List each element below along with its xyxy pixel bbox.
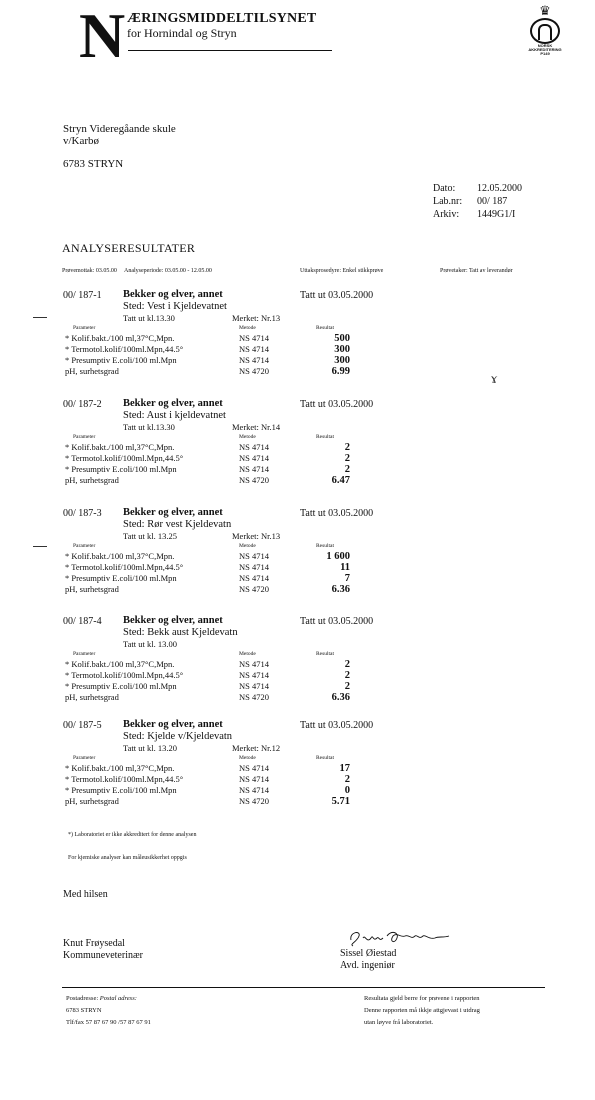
recipient-name: Stryn Videregåande skule [63,123,176,135]
result-row [0,453,595,463]
sample-marked: Merket: Nr.13 [232,313,281,323]
result-value: 17 [339,763,350,774]
letterhead-rule [128,50,332,51]
result-parameter: * Kolif.bakt./100 ml,37°C,Mpn. [65,442,175,452]
result-method: NS 4714 [239,785,269,795]
sample-id: 00/ 187-3 [63,508,102,519]
result-parameter: * Presumptiv E.coli/100 ml.Mpn [65,785,177,795]
result-method: NS 4714 [239,573,269,583]
header-method: Metode [239,755,256,761]
margin-mark [33,546,47,547]
sample-id: 00/ 187-4 [63,616,102,627]
result-value: 0 [344,785,350,796]
header-parameter: Parameter [73,543,96,549]
accreditation-seal-icon [530,18,560,44]
sample-marked: Merket: Nr.13 [232,531,281,541]
result-method: NS 4720 [239,692,269,702]
sample-name: Bekker og elver, annet [123,507,223,518]
sample-block [0,290,595,400]
header-method: Metode [239,651,256,657]
result-method: NS 4714 [239,453,269,463]
result-row [0,475,595,485]
result-row [0,442,595,452]
result-parameter: * Termotol.kolif/100ml.Mpn,44.5° [65,453,184,463]
result-value: 6.36 [331,692,350,703]
sample-location: Sted: Kjelde v/Kjeldevatn [123,731,233,742]
result-method: NS 4720 [239,475,269,485]
result-row [0,464,595,474]
footer-phone: Tlf/fax 57 87 67 90 /57 87 67 91 [66,1019,151,1026]
result-method: NS 4714 [239,344,269,354]
result-method: NS 4720 [239,366,269,376]
sample-taken-time: Tatt ut kl.13.30 [123,422,175,432]
header-method: Metode [239,434,256,440]
accreditation-line3: P149 [540,51,550,56]
result-method: NS 4714 [239,551,269,561]
result-row [0,659,595,669]
info-analyseperiode: Analyseperiode: 03.05.00 - 12.05.00 [124,268,212,274]
footer-postaddr [66,994,137,1004]
result-parameter: * Presumptiv E.coli/100 ml.Mpn [65,355,177,365]
organization-subtitle: for Hornindal og Stryn [127,26,237,40]
recipient-attention: v/Karbø [63,135,100,147]
result-row [0,573,595,583]
accreditation-logo [525,5,565,56]
result-method: NS 4714 [239,659,269,669]
result-parameter: * Kolif.bakt./100 ml,37°C,Mpn. [65,333,175,343]
header-result: Resultat [316,325,335,331]
sample-taken-date: Tatt ut 03.05.2000 [300,508,374,519]
result-method: NS 4720 [239,796,269,806]
result-method: NS 4714 [239,355,269,365]
result-value: 1 600 [326,551,350,562]
sample-location: Sted: Vest i Kjeldevatnet [123,301,227,312]
pen-mark-icon: ɤ [491,372,498,387]
result-parameter: * Presumptiv E.coli/100 ml.Mpn [65,681,177,691]
meta-archive-label: Arkiv: [433,209,460,220]
result-method: NS 4714 [239,333,269,343]
result-method: NS 4714 [239,562,269,572]
accreditation-line1: NORSK [537,43,553,48]
info-provetaker: Prøvetaker: Tatt av leverandør [440,268,513,274]
signatory-right-title: Avd. ingeniør [340,960,395,971]
result-row [0,681,595,691]
result-value: 6.99 [331,366,350,377]
sample-marked: Merket: Nr.14 [232,422,281,432]
meta-date-value: 12.05.2000 [477,183,522,194]
result-method: NS 4714 [239,763,269,773]
result-parameter: pH, surhetsgrad [65,584,119,594]
sample-name: Bekker og elver, annet [123,615,223,626]
result-value: 2 [344,659,350,670]
footer-rule [62,987,545,988]
result-row [0,670,595,680]
signatory-left-title: Kommuneveterinær [63,950,143,961]
result-method: NS 4714 [239,442,269,452]
note-accreditation: *) Laboratoriet er ikke akkreditert for denne analysen [68,832,197,838]
result-parameter: * Kolif.bakt./100 ml,37°C,Mpn. [65,551,175,561]
meta-labnr-label: Lab.nr: [433,196,463,207]
handwritten-signature [347,926,457,950]
footer-disclaimer-3: utan løyve frå laboratoriet. [364,1019,434,1026]
note-uncertainty: For kjemiske analyser kan måleusikkerhet oppgis [68,855,187,861]
result-row [0,551,595,561]
result-row [0,584,595,594]
sample-id: 00/ 187-5 [63,720,102,731]
sample-taken-date: Tatt ut 03.05.2000 [300,720,374,731]
result-parameter: * Presumptiv E.coli/100 ml.Mpn [65,573,177,583]
header-parameter: Parameter [73,755,96,761]
result-row [0,763,595,773]
margin-mark [33,317,47,318]
result-value: 7 [344,573,350,584]
report-title: ANALYSERESULTATER [62,241,196,255]
header-parameter: Parameter [73,651,96,657]
sample-taken-time: Tatt ut kl. 13.20 [123,743,177,753]
result-row [0,692,595,702]
meta-labnr-value: 00/ 187 [477,196,508,207]
result-row [0,796,595,806]
result-row [0,344,595,354]
result-value: 2 [344,453,350,464]
result-parameter: pH, surhetsgrad [65,796,119,806]
sample-taken-time: Tatt ut kl. 13.00 [123,639,177,649]
organization-name: ÆRINGSMIDDELTILSYNET [127,11,317,26]
sample-block [0,508,595,618]
result-value: 300 [334,355,350,366]
sample-name: Bekker og elver, annet [123,398,223,409]
footer-postaddr-label: Postadresse: [66,995,99,1002]
header-method: Metode [239,325,256,331]
sample-location: Sted: Rør vest Kjeldevatn [123,519,232,530]
result-parameter: * Presumptiv E.coli/100 ml.Mpn [65,464,177,474]
sample-taken-date: Tatt ut 03.05.2000 [300,616,374,627]
sample-location: Sted: Aust i kjeldevatnet [123,410,226,421]
sample-id: 00/ 187-2 [63,399,102,410]
result-parameter: * Termotol.kolif/100ml.Mpn,44.5° [65,344,184,354]
result-value: 6.36 [331,584,350,595]
sample-block [0,616,595,726]
result-value: 6.47 [331,475,350,486]
sample-taken-time: Tatt ut kl.13.30 [123,313,175,323]
result-value: 2 [344,681,350,692]
sample-block [0,720,595,830]
header-result: Resultat [316,651,335,657]
info-provemottak: Prøvemottak: 03.05.00 [62,268,117,274]
sample-name: Bekker og elver, annet [123,719,223,730]
result-row [0,333,595,343]
result-value: 2 [344,464,350,475]
result-parameter: * Kolif.bakt./100 ml,37°C,Mpn. [65,763,175,773]
result-row [0,366,595,376]
recipient-city: 6783 STRYN [63,158,124,170]
result-value: 11 [340,562,350,573]
result-value: 5.71 [331,796,350,807]
header-parameter: Parameter [73,434,96,440]
footer-disclaimer-1: Resultata gjeld berre for prøvene i rapporten [364,995,480,1002]
header-parameter: Parameter [73,325,96,331]
result-value: 500 [334,333,350,344]
result-method: NS 4714 [239,670,269,680]
result-row [0,774,595,784]
result-method: NS 4714 [239,681,269,691]
sample-location: Sted: Bekk aust Kjeldevatn [123,627,238,638]
result-value: 300 [334,344,350,355]
sample-marked: Merket: Nr.12 [232,743,281,753]
result-value: 2 [344,774,350,785]
result-parameter: pH, surhetsgrad [65,475,119,485]
sample-taken-time: Tatt ut kl. 13.25 [123,531,177,541]
result-parameter: * Termotol.kolif/100ml.Mpn,44.5° [65,670,184,680]
sample-block [0,399,595,509]
info-uttak: Uttaksprosedyre: Enkel stikkprøve [300,268,384,274]
result-parameter: pH, surhetsgrad [65,692,119,702]
result-parameter: * Termotol.kolif/100ml.Mpn,44.5° [65,562,184,572]
result-value: 2 [344,670,350,681]
header-result: Resultat [316,543,335,549]
accreditation-line2: AKKREDITERING [528,47,562,52]
result-parameter: * Termotol.kolif/100ml.Mpn,44.5° [65,774,184,784]
header-method: Metode [239,543,256,549]
sample-taken-date: Tatt ut 03.05.2000 [300,399,374,410]
closing: Med hilsen [63,889,108,900]
meta-archive-value: 1449G1/I [477,209,516,220]
crown-icon: ♛ [539,3,551,18]
header-result: Resultat [316,434,335,440]
result-method: NS 4714 [239,774,269,784]
meta-date-label: Dato: [433,183,456,194]
sample-id: 00/ 187-1 [63,290,102,301]
result-row [0,355,595,365]
result-value: 2 [344,442,350,453]
signatory-right-name: Sissel Øiestad [340,948,397,959]
result-parameter: pH, surhetsgrad [65,366,119,376]
result-row [0,562,595,572]
result-method: NS 4720 [239,584,269,594]
header-result: Resultat [316,755,335,761]
letterhead-initial: N [79,0,126,71]
result-row [0,785,595,795]
footer-postaddr-label-en: Postal adress: [99,995,137,1002]
footer-city: 6783 STRYN [66,1007,102,1014]
sample-name: Bekker og elver, annet [123,289,223,300]
result-method: NS 4714 [239,464,269,474]
footer-disclaimer-2: Denne rapporten må ikkje attgjevast i utdrag [364,1007,480,1014]
sample-taken-date: Tatt ut 03.05.2000 [300,290,374,301]
result-parameter: * Kolif.bakt./100 ml,37°C,Mpn. [65,659,175,669]
signatory-left-name: Knut Frøysedal [63,938,125,949]
